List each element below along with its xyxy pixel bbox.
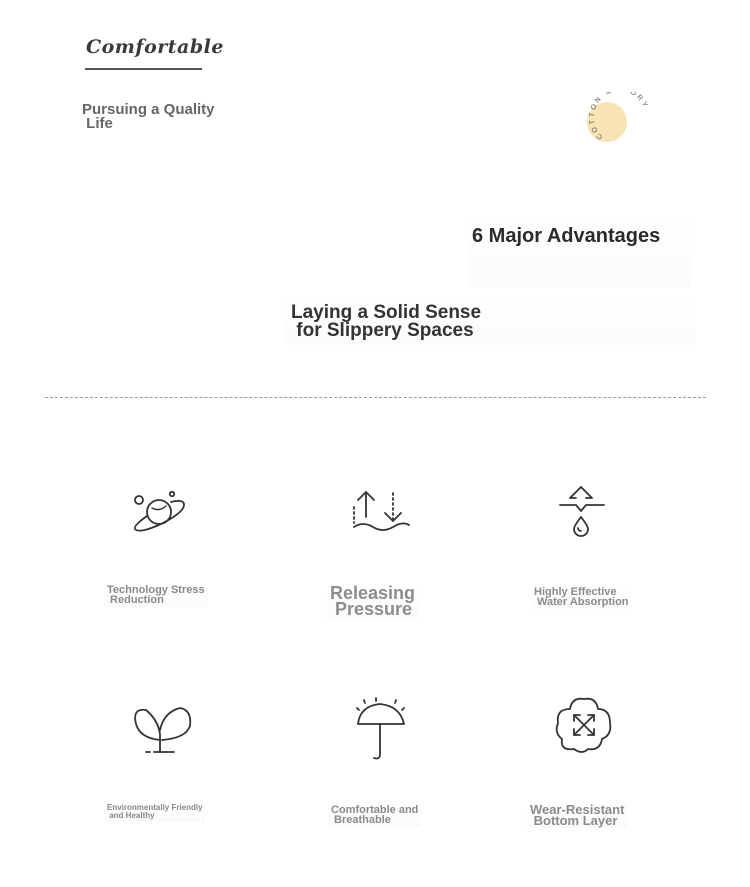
brand-underline bbox=[85, 68, 202, 70]
feature-label-pressure: Releasing Pressure bbox=[327, 583, 418, 619]
feature-label-breathable: Comfortable and Breathable bbox=[328, 803, 421, 827]
advantages-title-box bbox=[468, 210, 690, 288]
feature-label-environment: Environmentally Friendly and Healthy bbox=[104, 802, 206, 822]
planet-icon bbox=[127, 480, 191, 544]
section-divider bbox=[45, 397, 706, 398]
subtitle: Laying a Solid Sense for Slippery Spaces bbox=[291, 302, 482, 341]
feature-label-water: Highly Effective Water Absorption bbox=[531, 585, 632, 609]
sprout-icon bbox=[130, 700, 194, 764]
tagline: Pursuing a Quality Life bbox=[82, 101, 215, 132]
brand-logo-text: Comfortable bbox=[86, 36, 224, 58]
badge-text-path: COTTON ORY bbox=[588, 92, 650, 141]
pressure-arrows-icon bbox=[349, 483, 413, 547]
umbrella-icon bbox=[350, 696, 414, 760]
advantages-title: 6 Major Advantages bbox=[472, 225, 661, 247]
feature-label-technology: Technology Stress Reduction bbox=[104, 583, 208, 607]
subtitle-box bbox=[285, 295, 695, 345]
cotton-flower-icon bbox=[552, 693, 616, 757]
feature-label-wear-resistant: Wear-Resistant Bottom Layer bbox=[527, 802, 627, 828]
water-drop-icon bbox=[550, 481, 614, 545]
cotton-memory-badge bbox=[582, 92, 662, 152]
